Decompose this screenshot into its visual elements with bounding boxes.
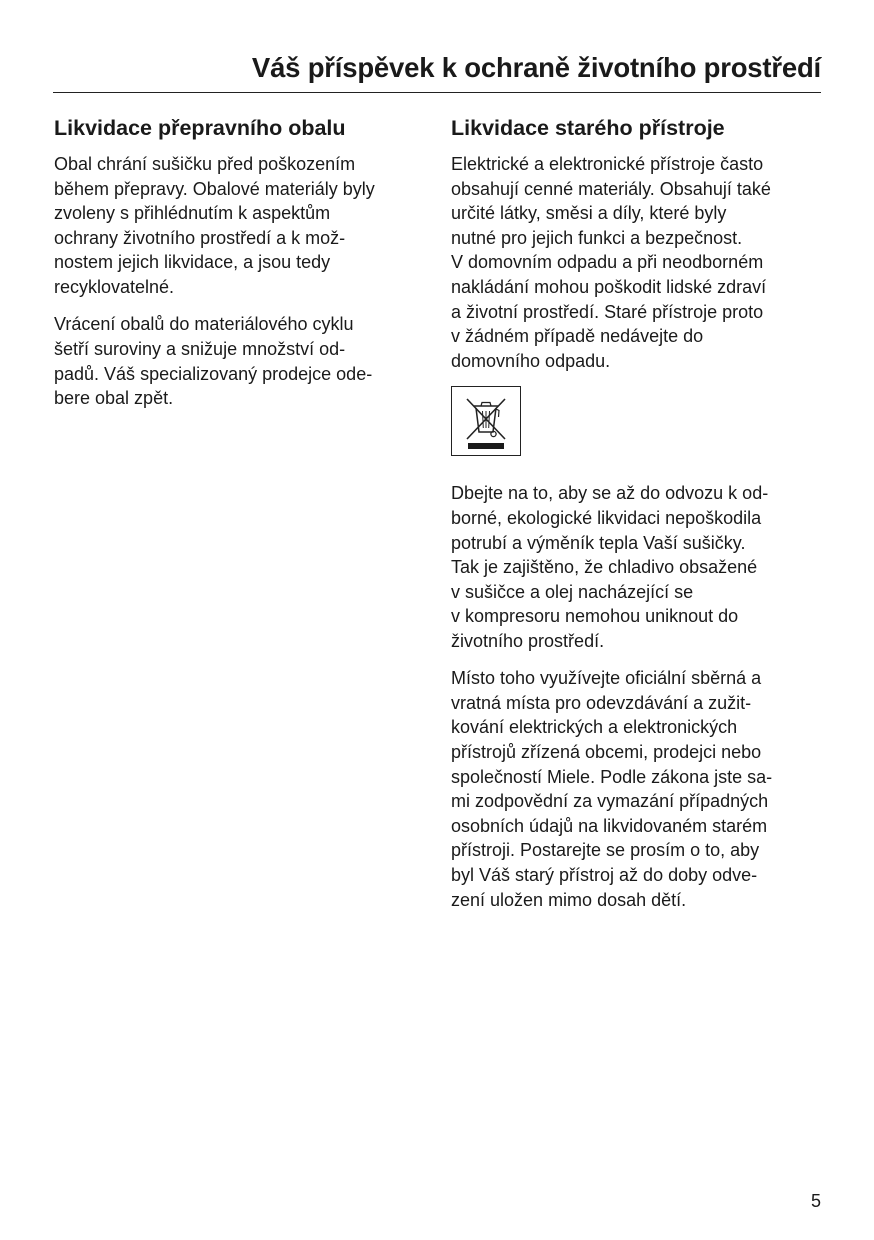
- text-line: a životní prostředí. Staré přístroje proto: [451, 301, 764, 322]
- text-line: Elektrické a elektronické přístroje často: [451, 154, 764, 174]
- text-line: Vrácení obalů do materiálového cyklu: [54, 314, 354, 335]
- text-line: padů. Váš specializovaný prodejce ode-: [54, 363, 373, 384]
- appliance-paragraph-3: [451, 666, 831, 912]
- packaging-paragraph-2: [54, 312, 434, 410]
- crossed-out-wheelie-bin-icon: [451, 386, 521, 456]
- text-line: určité látky, směsi a díly, které byly: [451, 203, 727, 224]
- text-line: potrubí a výměník tepla Vaší sušičky.: [451, 532, 746, 553]
- text-line: nutné pro jejich funkci a bezpečnost.: [451, 227, 743, 248]
- text-line: nakládání mohou poškodit lidské zdraví: [451, 276, 767, 297]
- text-line: obsahují cenné materiály. Obsahují také: [451, 178, 771, 199]
- old-appliance-disposal-heading: Likvidace starého přístroje: [451, 116, 725, 140]
- text-line: byl Váš starý přístroj až do doby odve-: [451, 865, 758, 886]
- text-line: domovního odpadu.: [451, 350, 611, 371]
- text-line: ochrany životního prostředí a k mož-: [54, 227, 346, 248]
- text-line: Tak je zajištěno, že chladivo obsažené: [451, 557, 758, 578]
- text-line: vratná místa pro odevzdávání a zužit-: [451, 692, 752, 713]
- text-line: Místo toho využívejte oficiální sběrná a: [451, 668, 762, 689]
- page-title: Váš příspěvek k ochraně životního prostředí: [251, 52, 821, 83]
- text-line: zvoleny s přihlédnutím k aspektům: [54, 203, 331, 224]
- packaging-paragraph-1: [54, 152, 434, 300]
- text-line: v sušičce a olej nacházející se: [451, 581, 694, 602]
- text-line: nostem jejich likvidace, a jsou tedy: [54, 252, 331, 273]
- text-line: přístrojů zřízená obcemi, prodejci nebo: [451, 742, 762, 763]
- text-line: během přepravy. Obalové materiály byly: [54, 178, 375, 199]
- text-line: v kompresoru nemohou uniknout do: [451, 606, 739, 627]
- old-appliance-disposal-section: [451, 113, 831, 912]
- title-divider: [53, 92, 821, 93]
- text-line: v žádném případě nedávejte do: [451, 326, 704, 347]
- text-line: kování elektrických a elektronických: [451, 717, 738, 738]
- page-number: 5: [810, 1191, 821, 1211]
- text-line: Obal chrání sušičku před poškozením: [54, 154, 356, 174]
- text-line: Dbejte na to, aby se až do odvozu k od-: [451, 483, 769, 504]
- text-line: životního prostředí.: [451, 630, 605, 651]
- packaging-disposal-section: [54, 113, 434, 411]
- text-line: zení uložen mimo dosah dětí.: [451, 889, 687, 910]
- appliance-paragraph-1: [451, 152, 831, 373]
- text-line: borné, ekologické likvidaci nepoškodila: [451, 507, 762, 528]
- text-line: společností Miele. Podle zákona jste sa-: [451, 766, 773, 787]
- text-line: bere obal zpět.: [54, 388, 174, 409]
- text-line: šetří suroviny a snižuje množství od-: [54, 338, 346, 359]
- text-line: V domovním odpadu a při neodborném: [451, 252, 764, 273]
- text-line: recyklovatelné.: [54, 276, 175, 297]
- packaging-disposal-heading: Likvidace přepravního obalu: [54, 116, 346, 140]
- text-line: mi zodpovědní za vymazání případných: [451, 791, 769, 812]
- appliance-paragraph-2: [451, 481, 831, 653]
- text-line: osobních údajů na likvidovaném starém: [451, 815, 768, 836]
- text-line: přístroji. Postarejte se prosím o to, aby: [451, 840, 760, 861]
